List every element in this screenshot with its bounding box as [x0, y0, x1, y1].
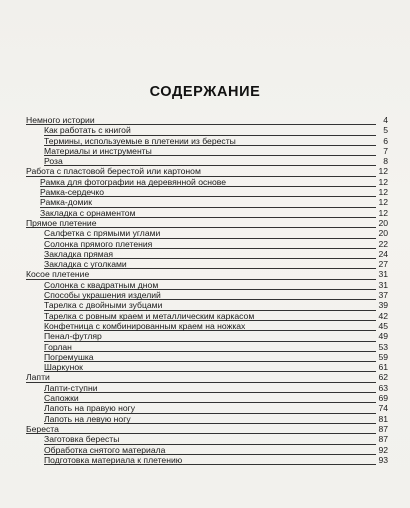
toc-entry-page: 12: [378, 166, 388, 177]
toc-entry: [26, 218, 388, 228]
toc-entry-title: Береста: [26, 423, 59, 434]
toc-entry-title: Как работать с книгой: [44, 125, 131, 136]
toc-entry-page: 8: [383, 156, 388, 167]
toc-entry: [26, 177, 388, 187]
toc-entry: [26, 434, 388, 444]
toc-entry-page: 7: [383, 145, 388, 156]
toc-entry-page: 42: [378, 310, 388, 321]
toc-entry: [26, 290, 388, 300]
toc-entry: [26, 445, 388, 455]
toc-entry-page: 49: [378, 331, 388, 342]
table-of-contents: [26, 115, 388, 465]
toc-entry: [26, 125, 388, 135]
toc-entry-page: 59: [378, 351, 388, 362]
toc-entry-page: 24: [378, 248, 388, 259]
toc-entry-page: 22: [378, 238, 388, 249]
toc-entry-page: 63: [378, 382, 388, 393]
toc-entry-page: 81: [378, 413, 388, 424]
toc-entry: [26, 197, 388, 207]
toc-entry: [26, 403, 388, 413]
page-title: СОДЕРЖАНИЕ: [149, 84, 261, 100]
toc-entry-title: Способы украшения изделий: [44, 290, 161, 301]
toc-entry-page: 12: [378, 187, 388, 198]
toc-entry-page: 39: [378, 300, 388, 311]
toc-entry-page: 92: [378, 444, 388, 455]
toc-entry-title: Косое плетение: [26, 269, 90, 280]
toc-entry-page: 87: [378, 434, 388, 445]
toc-entry-page: 53: [378, 341, 388, 352]
toc-entry: [26, 372, 388, 382]
toc-entry-title: Закладка прямая: [44, 248, 114, 259]
toc-entry-title: Закладка с орнаментом: [40, 207, 136, 218]
toc-entry-page: 12: [378, 207, 388, 218]
toc-entry: [26, 228, 388, 238]
toc-entry-page: 31: [378, 279, 388, 290]
toc-entry-page: 61: [378, 362, 388, 373]
toc-entry: [26, 166, 388, 176]
toc-entry-title: Конфетница с комбинированным краем на ножках: [44, 320, 246, 331]
toc-entry: [26, 115, 388, 125]
toc-entry-title: Закладка с уголками: [44, 259, 127, 270]
toc-entry-page: 69: [378, 393, 388, 404]
toc-entry-page: 45: [378, 320, 388, 331]
toc-entry-page: 6: [383, 135, 388, 146]
toc-entry: [26, 280, 388, 290]
toc-entry: [26, 362, 388, 372]
toc-entry-title: Тарелка с двойными зубцами: [44, 300, 163, 311]
toc-entry-page: 20: [378, 228, 388, 239]
toc-entry: [26, 136, 388, 146]
toc-entry-page: 5: [383, 125, 388, 136]
toc-entry-title: Рамка для фотографии на деревянной основе: [40, 176, 227, 187]
toc-entry-page: 93: [378, 454, 388, 465]
toc-entry: [26, 393, 388, 403]
toc-entry: [26, 331, 388, 341]
toc-entry-title: Работа с пластовой берестой или картоном: [26, 166, 201, 177]
toc-entry-title: Термины, используемые в плетении из бересты: [44, 135, 236, 146]
toc-entry-title: Пенал-футляр: [44, 331, 102, 342]
toc-entry-title: Лапти: [26, 372, 50, 383]
toc-entry-title: Немного истории: [26, 115, 95, 125]
toc-entry-title: Салфетка с прямыми углами: [44, 228, 161, 239]
toc-entry-title: Шаркунок: [44, 362, 83, 373]
toc-entry: [26, 321, 388, 331]
toc-entry-title: Сапожки: [44, 393, 79, 404]
toc-entry-title: Рамка-сердечко: [40, 187, 105, 198]
toc-entry-page: 4: [383, 115, 388, 125]
toc-entry-title: Тарелка с ровным краем и металлическим каркасом: [44, 310, 255, 321]
toc-entry-page: 74: [378, 403, 388, 414]
toc-entry: [26, 311, 388, 321]
toc-entry-title: Солонка прямого плетения: [44, 238, 153, 249]
toc-entry: [26, 455, 388, 465]
toc-entry-page: 87: [378, 423, 388, 434]
toc-entry: [26, 342, 388, 352]
toc-entry: [26, 414, 388, 424]
toc-entry-page: 20: [378, 217, 388, 228]
toc-entry: [26, 300, 388, 310]
toc-entry-title: Лапоть на левую ногу: [44, 413, 131, 424]
toc-entry: [26, 269, 388, 279]
toc-entry: [26, 187, 388, 197]
toc-entry-page: 62: [378, 372, 388, 383]
toc-entry: [26, 383, 388, 393]
toc-entry-title: Заготовка бересты: [44, 434, 120, 445]
toc-entry-title: Рамка-домик: [40, 197, 92, 208]
toc-entry: [26, 424, 388, 434]
toc-entry-title: Горлан: [44, 341, 72, 352]
toc-entry-title: Подготовка материала к плетению: [44, 454, 183, 465]
toc-entry-title: Солонка с квадратным дном: [44, 279, 159, 290]
toc-entry: [26, 259, 388, 269]
toc-entry-page: 12: [378, 197, 388, 208]
toc-entry: [26, 146, 388, 156]
toc-entry-page: 31: [378, 269, 388, 280]
toc-entry-title: Лапти-ступни: [44, 382, 98, 393]
toc-entry: [26, 239, 388, 249]
toc-entry: [26, 352, 388, 362]
toc-entry-title: Погремушка: [44, 351, 94, 362]
toc-entry: [26, 249, 388, 259]
toc-entry: [26, 156, 388, 166]
toc-entry-title: Лапоть на правую ногу: [44, 403, 136, 414]
toc-entry: [26, 208, 388, 218]
toc-entry-title: Материалы и инструменты: [44, 145, 152, 156]
toc-entry-title: Роза: [44, 156, 63, 167]
toc-entry-page: 12: [378, 176, 388, 187]
toc-entry-title: Обработка снятого материала: [44, 444, 166, 455]
toc-entry-page: 37: [378, 290, 388, 301]
toc-entry-title: Прямое плетение: [26, 217, 97, 228]
toc-entry-page: 27: [378, 259, 388, 270]
